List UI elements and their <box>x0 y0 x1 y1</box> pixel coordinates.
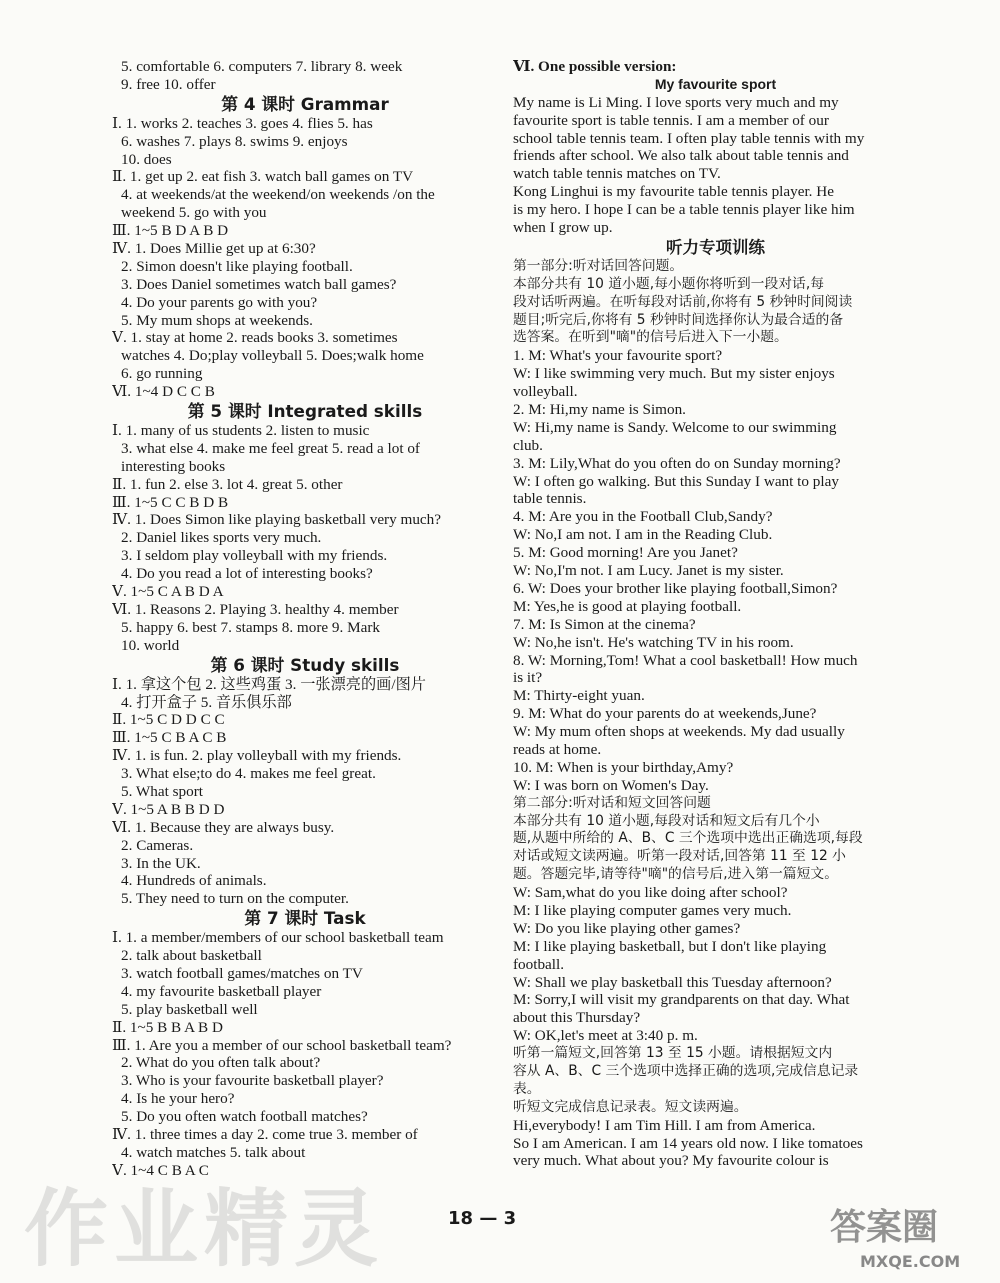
text-line: table tennis. <box>513 490 587 508</box>
watermark-url: MXQE.COM <box>860 1252 961 1271</box>
text-line: 7. M: Is Simon at the cinema? <box>513 615 696 633</box>
text-line: 3. In the UK. <box>121 854 201 872</box>
text-line: about this Thursday? <box>513 1009 641 1027</box>
text-line: Ⅴ. 1~4 C B A C <box>112 1161 209 1179</box>
text-line: Ⅰ. 1. many of us students 2. listen to music <box>112 422 370 440</box>
text-line: 本部分共有 10 道小题,每小题你将听到一段对话,每 <box>513 275 825 292</box>
text-line: 题,从题中所给的 A、B、C 三个选项中选出正确选项,每段 <box>513 830 863 847</box>
text-line: Ⅲ. 1. Are you a member of our school basketball team? <box>112 1036 452 1054</box>
watermark-right: 答案圈 <box>830 1207 939 1248</box>
section-heading: 第 6 课时 Study skills <box>210 654 400 675</box>
text-line: W: Sam,what do you like doing after school? <box>513 884 788 902</box>
text-line: W: Shall we play basketball this Tuesday afternoon? <box>513 973 832 991</box>
text-line: 3. Who is your favourite basketball player? <box>121 1072 384 1090</box>
text-line: Hi,everybody! I am Tim Hill. I am from America. <box>513 1116 816 1134</box>
text-line: interesting books <box>121 457 226 475</box>
text-line: W: My mum often shops at weekends. My dad usually <box>513 723 845 741</box>
text-line: 2. Simon doesn't like playing football. <box>121 257 353 275</box>
text-line: M: Sorry,I will visit my grandparents on that day. What <box>513 991 850 1009</box>
text-line: 6. W: Does your brother like playing football,Simon? <box>513 579 838 597</box>
text-line: Ⅵ. 1~4 D C C B <box>112 383 215 401</box>
text-line: Ⅳ. 1. three times a day 2. come true 3. member of <box>112 1125 418 1143</box>
text-line: Ⅰ. 1. a member/members of our school basketball team <box>112 929 444 947</box>
watermark-left: 作业精灵 <box>24 1180 385 1278</box>
text-line: 5. M: Good morning! Are you Janet? <box>513 544 738 562</box>
section-heading: 第 7 课时 Task <box>244 908 366 929</box>
text-line: 容从 A、B、C 三个选项中选择正确的选项,完成信息记录 <box>513 1062 859 1079</box>
text-line: M: I like playing basketball, but I don't like playing <box>513 937 827 955</box>
text-line: 2. Daniel likes sports very much. <box>121 529 322 547</box>
text-line: 4. 打开盒子 5. 音乐俱乐部 <box>121 693 292 711</box>
text-line: Ⅲ. 1~5 B D A B D <box>112 222 229 240</box>
text-line: Ⅰ. 1. 拿这个包 2. 这些鸡蛋 3. 一张漂亮的画/图片 <box>112 675 426 693</box>
text-line: 3. Does Daniel sometimes watch ball games? <box>121 275 397 293</box>
text-line: W: I often go walking. But this Sunday I want to play <box>513 472 839 490</box>
text-line: Ⅱ. 1~5 C D D C C <box>112 711 225 729</box>
text-line: 4. at weekends/at the weekend/on weekends /on the <box>121 186 435 204</box>
text-line: favourite sport is table tennis. I am a member of our <box>513 111 829 129</box>
text-line: friends after school. We also talk about table tennis and <box>513 147 849 165</box>
text-line: 3. watch football games/matches on TV <box>121 964 363 982</box>
text-line: 4. my favourite basketball player <box>121 982 322 1000</box>
text-line: 5. My mum shops at weekends. <box>121 311 313 329</box>
text-line: Ⅲ. 1~5 C B A C B <box>112 729 227 747</box>
text-line: Ⅴ. 1. stay at home 2. reads books 3. sometimes <box>112 329 398 347</box>
text-line: 4. Do you read a lot of interesting books? <box>121 565 373 583</box>
text-line: 9. free 10. offer <box>121 75 216 93</box>
text-line: Ⅰ. 1. works 2. teaches 3. goes 4. flies 5. has <box>112 114 373 132</box>
text-line: Ⅱ. 1. fun 2. else 3. lot 4. great 5. other <box>112 475 343 493</box>
text-line: 5. comfortable 6. computers 7. library 8. week <box>121 58 403 75</box>
text-line: 4. M: Are you in the Football Club,Sandy? <box>513 508 773 526</box>
text-line: 听短文完成信息记录表。短文读两遍。 <box>513 1098 748 1115</box>
essay-title: My favourite sport <box>654 75 777 92</box>
text-line: 2. What do you often talk about? <box>121 1054 321 1072</box>
text-line: 题目;听完后,你将有 5 秒钟时间选择你认为最合适的备 <box>513 311 844 328</box>
text-line: 5. They need to turn on the computer. <box>121 890 349 908</box>
text-line: 选答案。在听到"嘀"的信号后进入下一小题。 <box>513 329 788 346</box>
text-line: is my hero. I hope I can be a table tennis player like him <box>513 201 855 219</box>
text-line: W: Hi,my name is Sandy. Welcome to our swimming <box>513 418 837 436</box>
text-line: very much. What about you? My favourite colour is <box>513 1152 829 1170</box>
text-line: 段对话听两遍。在听每段对话前,你将有 5 秒钟时间阅读 <box>513 293 853 310</box>
section-heading: 听力专项训练 <box>666 237 765 257</box>
text-line: 10. does <box>121 150 172 168</box>
text-line: 5. happy 6. best 7. stamps 8. more 9. Mark <box>121 618 380 636</box>
text-line: 第二部分:听对话和短文回答问题 <box>513 794 711 811</box>
text-line: 2. Cameras. <box>121 836 194 854</box>
text-line: 题。答题完毕,请等待"嘀"的信号后,进入第一篇短文。 <box>513 866 838 883</box>
section-heading: 第 4 课时 Grammar <box>221 93 389 114</box>
watermark-corner <box>824 1199 994 1273</box>
text-line: club. <box>513 436 543 454</box>
text-line: 表。 <box>513 1080 541 1097</box>
text-line: W: No,I'm not. I am Lucy. Janet is my sister. <box>513 562 784 580</box>
text-line: Ⅵ. 1. Because they are always busy. <box>112 818 335 836</box>
text-line: reads at home. <box>513 740 602 758</box>
text-line: Ⅴ. 1~5 A B B D D <box>112 800 225 818</box>
text-line: 9. M: What do your parents do at weekends,June? <box>513 705 817 723</box>
text-line: 10. world <box>121 636 180 654</box>
text-line: 5. play basketball well <box>121 1000 258 1018</box>
text-line: W: I was born on Women's Day. <box>513 776 709 794</box>
text-line: So I am American. I am 14 years old now. I like tomatoes <box>513 1134 863 1152</box>
text-line: Ⅵ. 1. Reasons 2. Playing 3. healthy 4. member <box>112 600 399 618</box>
text-line: is it? <box>513 669 543 687</box>
page-number: 18 — 3 <box>448 1208 517 1229</box>
text-line: 3. what else 4. make me feel great 5. read a lot of <box>121 439 420 457</box>
text-line: My name is Li Ming. I love sports very much and my <box>513 93 839 111</box>
text-line: 对话或短文读两遍。听第一段对话,回答第 11 至 12 小 <box>513 848 846 865</box>
text-line: school table tennis team. I often play table tennis with my <box>513 129 865 147</box>
text-line: Ⅳ. 1. is fun. 2. play volleyball with my friends. <box>112 747 402 765</box>
text-line: Ⅳ. 1. Does Millie get up at 6:30? <box>112 240 316 258</box>
text-line: 8. W: Morning,Tom! What a cool basketball! How much <box>513 651 858 669</box>
text-line: 4. watch matches 5. talk about <box>121 1143 306 1161</box>
text-line: 5. What sport <box>121 782 203 800</box>
text-line: watch table tennis matches on TV. <box>513 165 721 183</box>
right-column <box>513 58 918 1170</box>
text-line: 4. Hundreds of animals. <box>121 872 267 890</box>
text-line: M: Thirty-eight yuan. <box>513 687 645 705</box>
text-line: W: I like swimming very much. But my sister enjoys <box>513 365 835 383</box>
text-line: watches 4. Do;play volleyball 5. Does;walk home <box>121 347 424 365</box>
text-line: 听第一篇短文,回答第 13 至 15 小题。请根据短文内 <box>513 1045 833 1062</box>
text-line: weekend 5. go with you <box>121 204 267 222</box>
section-heading: 第 5 课时 Integrated skills <box>187 401 423 422</box>
text-line: Ⅲ. 1~5 C C B D B <box>112 493 229 511</box>
text-line: 2. M: Hi,my name is Simon. <box>513 401 686 419</box>
text-line: 3. What else;to do 4. makes me feel great. <box>121 765 376 783</box>
text-line: 5. Do you often watch football matches? <box>121 1108 368 1126</box>
text-line: 3. I seldom play volleyball with my friends. <box>121 547 388 565</box>
text-line: Ⅱ. 1~5 B B A B D <box>112 1018 223 1036</box>
text-line: Ⅱ. 1. get up 2. eat fish 3. watch ball games on TV <box>112 168 414 186</box>
text-line: 1. M: What's your favourite sport? <box>513 347 723 365</box>
text-line: 2. talk about basketball <box>121 947 262 965</box>
left-column <box>112 58 498 1180</box>
text-line: 第一部分:听对话回答问题。 <box>513 257 684 274</box>
text-line: 本部分共有 10 道小题,每段对话和短文后有几个小 <box>513 812 820 829</box>
text-line: Kong Linghui is my favourite table tennis player. He <box>513 183 834 201</box>
text-line: 6. go running <box>121 365 203 383</box>
text-line: W: No,I am not. I am in the Reading Club. <box>513 526 773 544</box>
text-line: Ⅵ. One possible version: <box>513 58 677 75</box>
text-line: volleyball. <box>513 383 578 401</box>
text-line: 4. Do your parents go with you? <box>121 293 318 311</box>
text-line: 6. washes 7. plays 8. swims 9. enjoys <box>121 132 348 150</box>
text-line: football. <box>513 955 565 973</box>
text-line: 10. M: When is your birthday,Amy? <box>513 758 734 776</box>
text-line: 3. M: Lily,What do you often do on Sunday morning? <box>513 454 841 472</box>
text-line: W: Do you like playing other games? <box>513 919 741 937</box>
text-line: W: No,he isn't. He's watching TV in his room. <box>513 633 794 651</box>
text-line: W: OK,let's meet at 3:40 p. m. <box>513 1027 698 1045</box>
text-line: M: I like playing computer games very much. <box>513 901 792 919</box>
text-line: M: Yes,he is good at playing football. <box>513 597 742 615</box>
text-line: Ⅴ. 1~5 C A B D A <box>112 583 224 601</box>
text-line: Ⅳ. 1. Does Simon like playing basketball very much? <box>112 511 441 529</box>
text-line: 4. Is he your hero? <box>121 1090 235 1108</box>
text-line: when I grow up. <box>513 219 613 237</box>
